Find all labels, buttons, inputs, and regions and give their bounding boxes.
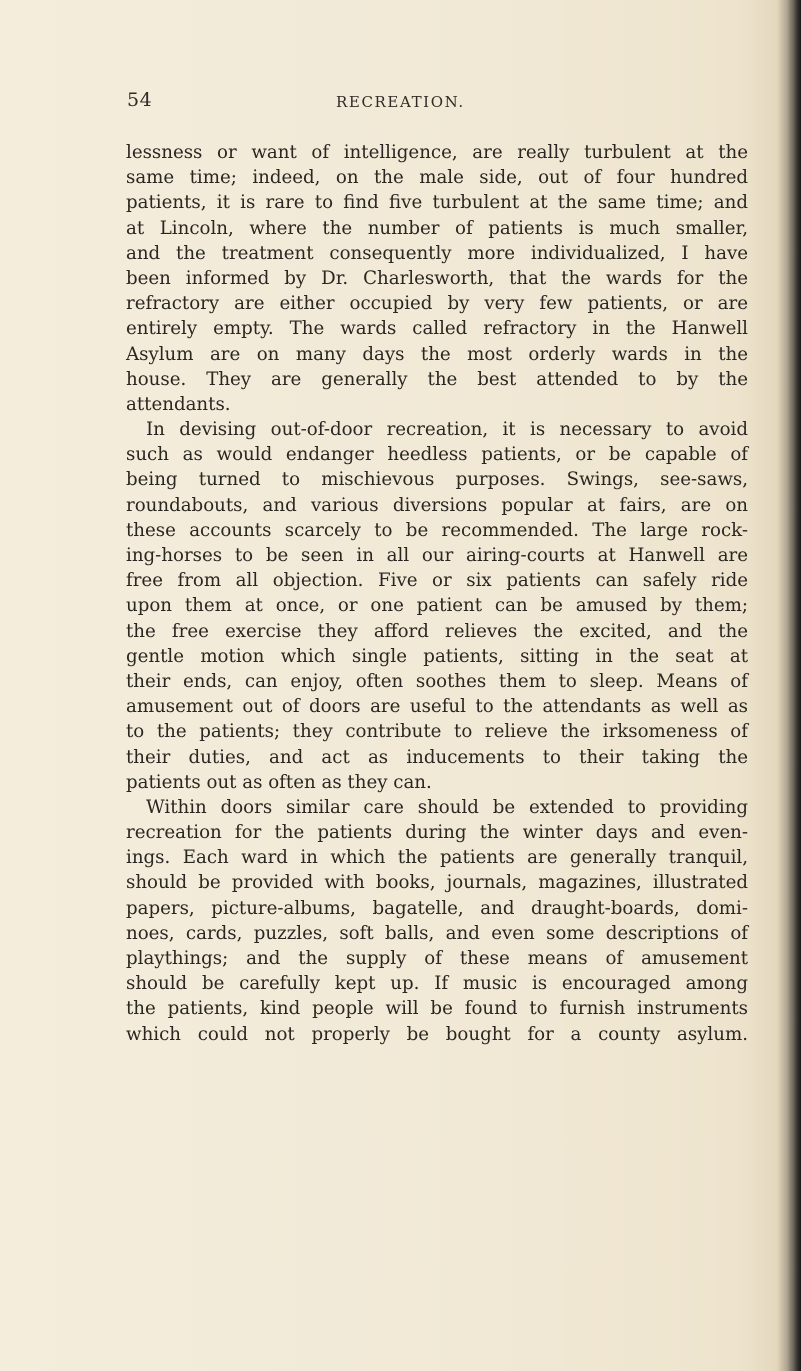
text-line: lessness or want of intelligence, are really turbulent at the [126, 142, 748, 163]
text-line: same time; indeed, on the male side, out of four hundred [126, 167, 748, 189]
body-text [126, 140, 748, 1047]
text-line: attendants. [126, 393, 231, 415]
text-line: at Lincoln, where the number of patients is much smaller, [126, 217, 748, 239]
text-line: such as would endanger heedless patients, or be capable of [126, 444, 748, 466]
text-line: house. They are generally the best attended to by the [126, 368, 748, 390]
page-number: 54 [127, 89, 153, 111]
text-line: free from all objection. Five or six patients can safely ride [126, 570, 748, 592]
text-line: these accounts scarcely to be recommended. The large rock- [126, 519, 748, 541]
text-line: patients, it is rare to find five turbulent at the same time; and [126, 192, 748, 214]
text-line: roundabouts, and various diversions popular at fairs, are on [126, 494, 748, 516]
text-line: ings. Each ward in which the patients are generally tranquil, [126, 847, 748, 869]
text-line: amusement out of doors are useful to the attendants as well as [126, 696, 748, 718]
text-line: In devising out-of-door recreation, it is necessary to avoid [146, 419, 748, 441]
text-line: to the patients; they contribute to relieve the irksomeness of [126, 721, 748, 743]
text-line: and the treatment consequently more individualized, I have [126, 242, 748, 264]
text-line: ing-horses to be seen in all our airing-courts at Hanwell are [126, 545, 748, 566]
text-line: their ends, can enjoy, often soothes them to sleep. Means of [126, 670, 748, 692]
text-line: the free exercise they afford relieves the excited, and the [126, 620, 748, 642]
text-line: should be carefully kept up. If music is encouraged among [126, 973, 748, 995]
text-line: noes, cards, puzzles, soft balls, and even some descriptions of [126, 922, 748, 944]
text-line: papers, picture-albums, bagatelle, and draught-boards, domi- [126, 897, 748, 919]
running-title: RECREATION. [336, 93, 465, 111]
text-line: recreation for the patients during the winter days and even- [126, 822, 748, 844]
text-line: which could not properly be bought for a county asylum. [126, 1023, 748, 1045]
text-line: their duties, and act as inducements to their taking the [126, 746, 748, 768]
text-line: refractory are either occupied by very few patients, or are [126, 293, 748, 315]
text-line: being turned to mischievous purposes. Swings, see-saws, [126, 469, 748, 491]
text-line: been informed by Dr. Charlesworth, that the wards for the [126, 267, 748, 289]
text-line: the patients, kind people will be found to furnish instruments [126, 998, 748, 1020]
text-line: Within doors similar care should be extended to providing [146, 796, 748, 818]
text-line: gentle motion which single patients, sitting in the seat at [126, 645, 748, 667]
text-line: playthings; and the supply of these means of amusement [126, 948, 748, 969]
text-line: upon them at once, or one patient can be amused by them; [126, 595, 748, 617]
text-line: Asylum are on many days the most orderly wards in the [126, 343, 748, 365]
page-edge-shadow [787, 0, 801, 1371]
text-line: patients out as often as they can. [126, 771, 432, 793]
text-line: should be provided with books, journals, magazines, illustrated [126, 872, 748, 894]
text-line: entirely empty. The wards called refractory in the Hanwell [126, 318, 748, 340]
